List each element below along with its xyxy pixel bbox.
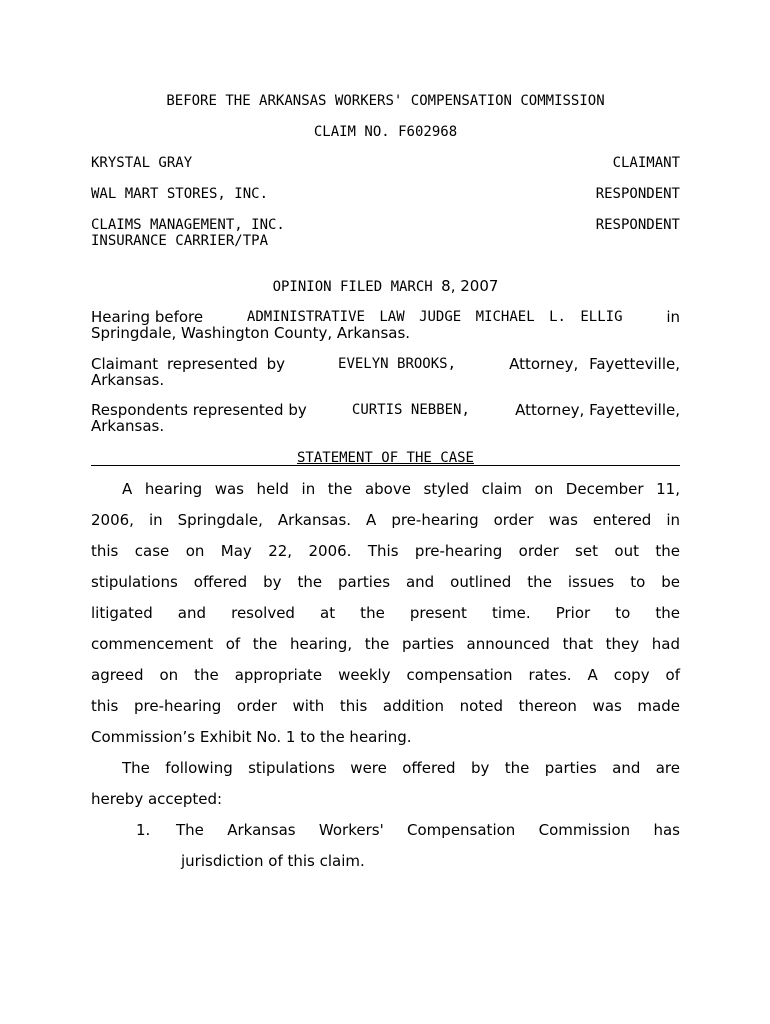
claim-number: CLAIM NO. F602968 <box>313 124 458 140</box>
respondents-attorney-city: Attorney, Fayetteville, <box>515 401 680 419</box>
stipulation-intro-line: hereby accepted: <box>91 790 223 808</box>
respondents-attorney: CURTIS NEBBEN, <box>351 402 470 418</box>
body-line: 2006, in Springdale, Arkansas. A pre-hearing order was entered in <box>91 511 680 529</box>
court-heading: BEFORE THE ARKANSAS WORKERS' COMPENSATION COMMISSION <box>166 93 605 109</box>
opinion-filed-date: 8, 2007 <box>441 277 499 295</box>
party-name-respondent-2-line2: INSURANCE CARRIER/TPA <box>91 233 269 249</box>
stipulation-text-continued: jurisdiction of this claim. <box>181 852 365 870</box>
hearing-in-text: in <box>666 308 680 326</box>
party-role-respondent-1: RESPONDENT <box>595 186 680 202</box>
claimant-representation <box>91 356 680 372</box>
body-line: this pre-hearing order with this addition noted thereon was made <box>91 697 680 715</box>
hearing-judge: ADMINISTRATIVE LAW JUDGE MICHAEL L. ELLIG <box>246 309 623 325</box>
section-heading-text: STATEMENT OF THE CASE <box>296 450 474 466</box>
hearing-location: Springdale, Washington County, Arkansas. <box>91 324 411 342</box>
respondents-representation <box>91 402 680 418</box>
claimant-rep-text: Claimant represented by <box>91 355 285 373</box>
claimant-attorney: EVELYN BROOKS, <box>338 356 457 372</box>
body-line: A hearing was held in the above styled claim on December 11, <box>122 480 680 498</box>
party-role-respondent-2: RESPONDENT <box>595 217 680 233</box>
claimant-rep-state: Arkansas. <box>91 371 165 389</box>
body-line: commencement of the hearing, the parties announced that they had <box>91 635 680 653</box>
body-line: agreed on the appropriate weekly compensation rates. A copy of <box>91 666 680 684</box>
party-name-respondent-2: CLAIMS MANAGEMENT, INC. <box>91 217 285 233</box>
party-name-respondent-1: WAL MART STORES, INC. <box>91 186 269 202</box>
body-line: litigated and resolved at the present time. Prior to the <box>91 604 680 622</box>
body-line: Commission’s Exhibit No. 1 to the hearing. <box>91 728 412 746</box>
body-line: stipulations offered by the parties and outlined the issues to be <box>91 573 680 591</box>
hearing-before-text: Hearing before <box>91 308 204 326</box>
party-name-claimant: KRYSTAL GRAY <box>91 155 193 171</box>
claimant-attorney-city: Attorney, Fayetteville, <box>509 355 680 373</box>
section-heading <box>91 450 680 466</box>
opinion-filed-label: OPINION FILED MARCH <box>272 279 433 295</box>
stipulation-text: The Arkansas Workers' Compensation Commission has <box>176 821 680 839</box>
party-role-claimant: CLAIMANT <box>612 155 680 171</box>
stipulation-number: 1. <box>136 821 151 839</box>
body-line: this case on May 22, 2006. This pre-hearing order set out the <box>91 542 680 560</box>
hearing-line-1 <box>91 309 680 325</box>
stipulation-intro-line: The following stipulations were offered by the parties and are <box>122 759 680 777</box>
opinion-filed <box>91 278 680 295</box>
respondents-rep-text: Respondents represented by <box>91 401 307 419</box>
respondents-rep-state: Arkansas. <box>91 417 165 435</box>
